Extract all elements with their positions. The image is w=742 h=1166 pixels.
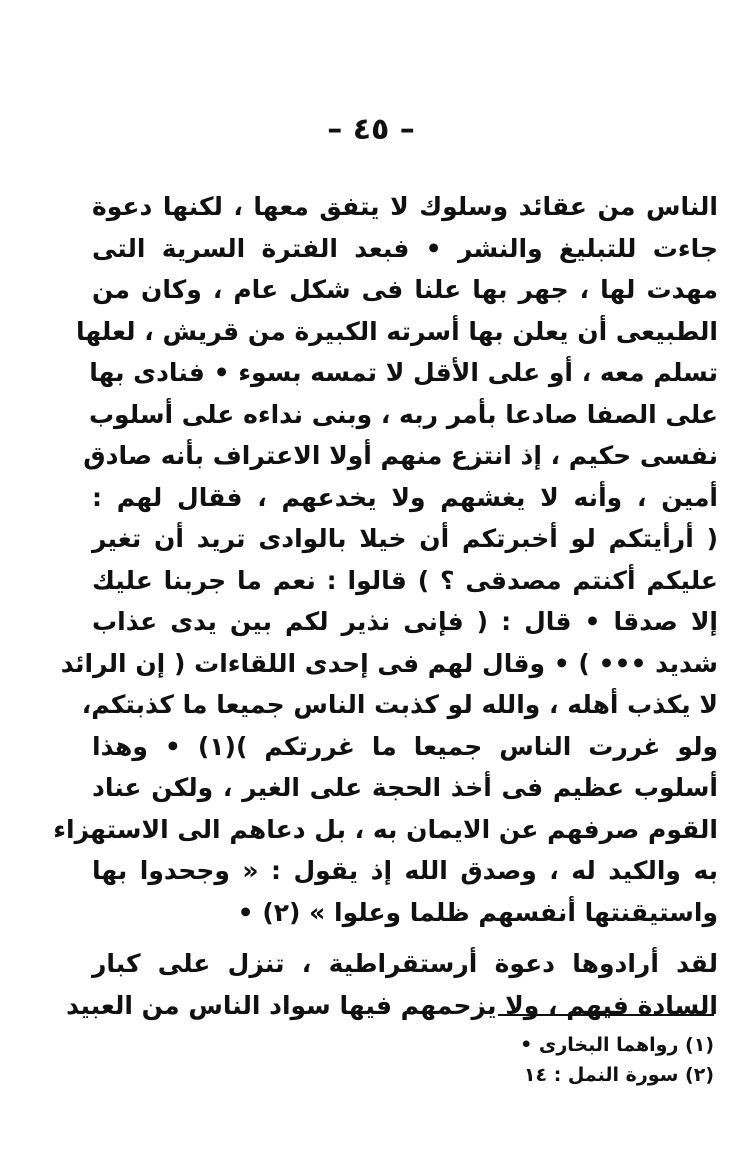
footnote-1: (١) رواهما البخارى • — [520, 1034, 714, 1056]
text-line: الطبيعى أن يعلن بها أسرته الكبيرة من قريش ، لعلها — [75, 316, 718, 346]
text-line: شديد ••• ) • وقال لهم فى إحدى اللقاءات ( إن الرائد — [60, 648, 718, 678]
text-line: إلا صدقا • قال : ( فإنى نذير لكم بين يدى عذاب — [92, 607, 718, 636]
text-line: الناس من عقائد وسلوك لا يتفق معها ، لكنها دعوة — [92, 192, 718, 221]
text-line: أسلوب عظيم فى أخذ الحجة على الغير ، ولكن عناد — [92, 773, 718, 802]
text-line: السادة فيهم ، ولا يزحمهم فيها سواد الناس من العبيد — [66, 990, 718, 1020]
text-line: لقد أرادوها دعوة أرستقراطية ، تنزل على كبار — [92, 949, 718, 978]
body-text — [53, 186, 718, 1026]
footnotes — [300, 1030, 714, 1090]
paragraph-1 — [53, 186, 718, 933]
footnote-2: (٢) سورة النمل : ١٤ — [523, 1064, 714, 1086]
text-line: على الصفا صادعا بأمر ربه ، وبنى نداءه على أسلوب — [88, 399, 718, 429]
page-number: – ٤٥ – — [327, 112, 415, 147]
footnote-divider — [498, 1014, 714, 1016]
text-line: جاءت للتبليغ والنشر • فبعد الفترة السرية التى — [92, 233, 718, 263]
text-line: به والكيد له ، وصدق الله إذ يقول : « وجحدوا بها — [92, 856, 718, 885]
text-line: أمين ، وأنه لا يغشهم ولا يخدعهم ، فقال لهم : — [92, 482, 718, 512]
text-line: ( أرأيتكم لو أخبرتكم أن خيلا بالوادى تريد أن تغير — [92, 524, 718, 553]
text-line: مهدت لها ، جهر بها علنا فى شكل عام ، وكان من — [92, 275, 718, 304]
text-line: القوم صرفهم عن الايمان به ، بل دعاهم الى الاستهزاء — [53, 814, 718, 844]
text-line: عليكم أكنتم مصدقى ؟ ) قالوا : نعم ما جربنا عليك — [92, 565, 718, 595]
text-line: لا يكذب أهله ، والله لو كذبت الناس جميعا ما كذبتكم، — [81, 690, 718, 719]
text-line: ولو غررت الناس جميعا ما غررتكم )(١) • وهذا — [92, 731, 718, 761]
text-line: نفسى حكيم ، إذ انتزع منهم أولا الاعتراف بأنه صادق — [83, 441, 718, 470]
text-line: واستيقنتها أنفسهم ظلما وعلوا » (٢) • — [237, 897, 718, 927]
text-line: تسلم معه ، أو على الأقل لا تمسه بسوء • فنادى بها — [89, 358, 718, 387]
